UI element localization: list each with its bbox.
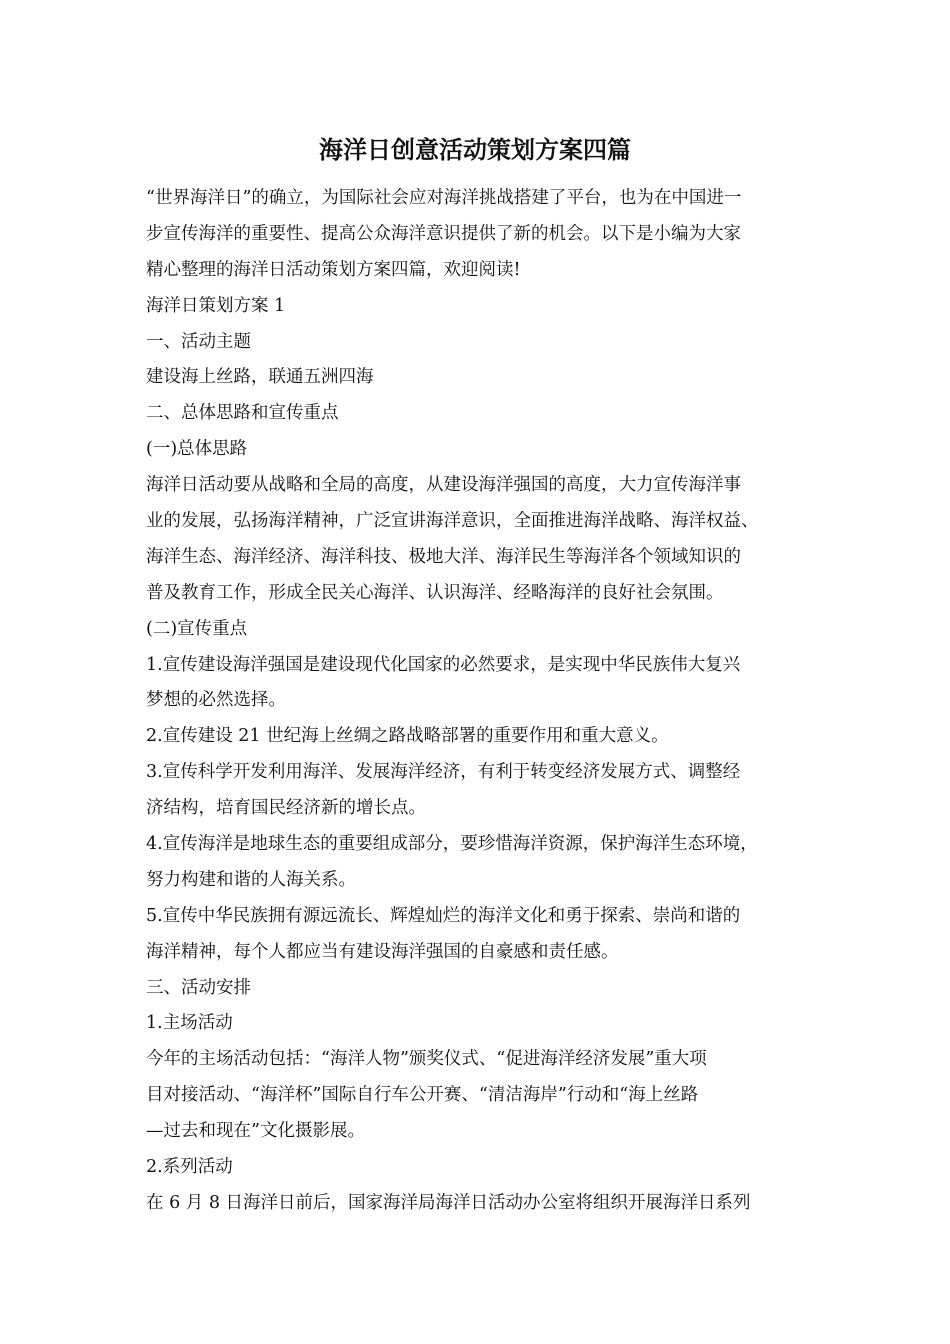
body-line: 普及教育工作，形成全民关心海洋、认识海洋、经略海洋的良好社会氛围。: [146, 582, 724, 603]
body-line: —过去和现在”文化摄影展。: [146, 1121, 365, 1142]
section-heading: 三、活动安排: [146, 977, 251, 998]
body-line: 建设海上丝路，联通五洲四海: [146, 367, 374, 388]
body-line: “世界海洋日”的确立，为国际社会应对海洋挑战搭建了平台，也为在中国进一: [146, 188, 742, 208]
body-line: 业的发展，弘扬海洋精神，广泛宣讲海洋意识，全面推进海洋战略、海洋权益、: [146, 511, 759, 532]
body-line: 1.宣传建设海洋强国是建设现代化国家的必然要求，是实现中华民族伟大复兴: [146, 654, 741, 675]
body-line: 梦想的必然选择。: [146, 690, 286, 711]
body-line: 海洋生态、海洋经济、海洋科技、极地大洋、海洋民生等海洋各个领域知识的: [146, 546, 741, 567]
subsection-heading: (二)宣传重点: [146, 618, 248, 639]
body-line: 目对接活动、“海洋杯”国际自行车公开赛、“清洁海岸”行动和“海上丝路: [146, 1085, 699, 1106]
body-line: 步宣传海洋的重要性、提高公众海洋意识提供了新的机会。以下是小编为大家: [146, 223, 741, 244]
body-line: 海洋日活动要从战略和全局的高度，从建设海洋强国的高度，大力宣传海洋事: [146, 475, 741, 496]
body-line: 海洋精神，每个人都应当有建设海洋强国的自豪感和责任感。: [146, 941, 619, 962]
section-heading: 海洋日策划方案 1: [146, 295, 286, 316]
section-heading: 一、活动主题: [146, 331, 251, 352]
body-line: 在 6 月 8 日海洋日前后，国家海洋局海洋日活动办公室将组织开展海洋日系列: [146, 1192, 751, 1213]
subsection-heading: 1.主场活动: [146, 1013, 233, 1034]
section-heading: 二、总体思路和宣传重点: [146, 403, 339, 424]
subsection-heading: (一)总体思路: [146, 439, 248, 460]
document-title: 海洋日创意活动策划方案四篇: [319, 135, 631, 164]
body-line: 2.宣传建设 21 世纪海上丝绸之路战略部署的重要作用和重大意义。: [146, 726, 669, 747]
body-line: 精心整理的海洋日活动策划方案四篇，欢迎阅读!: [146, 259, 521, 280]
body-line: 4.宣传海洋是地球生态的重要组成部分，要珍惜海洋资源，保护海洋生态环境，: [146, 834, 758, 855]
body-line: 5.宣传中华民族拥有源远流长、辉煌灿烂的海洋文化和勇于探索、崇尚和谐的: [146, 905, 741, 926]
document-body: [146, 181, 826, 1222]
subsection-heading: 2.系列活动: [146, 1157, 233, 1178]
body-line: 努力构建和谐的人海关系。: [146, 869, 356, 890]
body-line: 3.宣传科学开发利用海洋、发展海洋经济，有利于转变经济发展方式、调整经: [146, 762, 741, 783]
body-line: 济结构，培育国民经济新的增长点。: [146, 798, 426, 819]
body-line: 今年的主场活动包括：“海洋人物”颁奖仪式、“促进海洋经济发展”重大项: [146, 1049, 707, 1070]
